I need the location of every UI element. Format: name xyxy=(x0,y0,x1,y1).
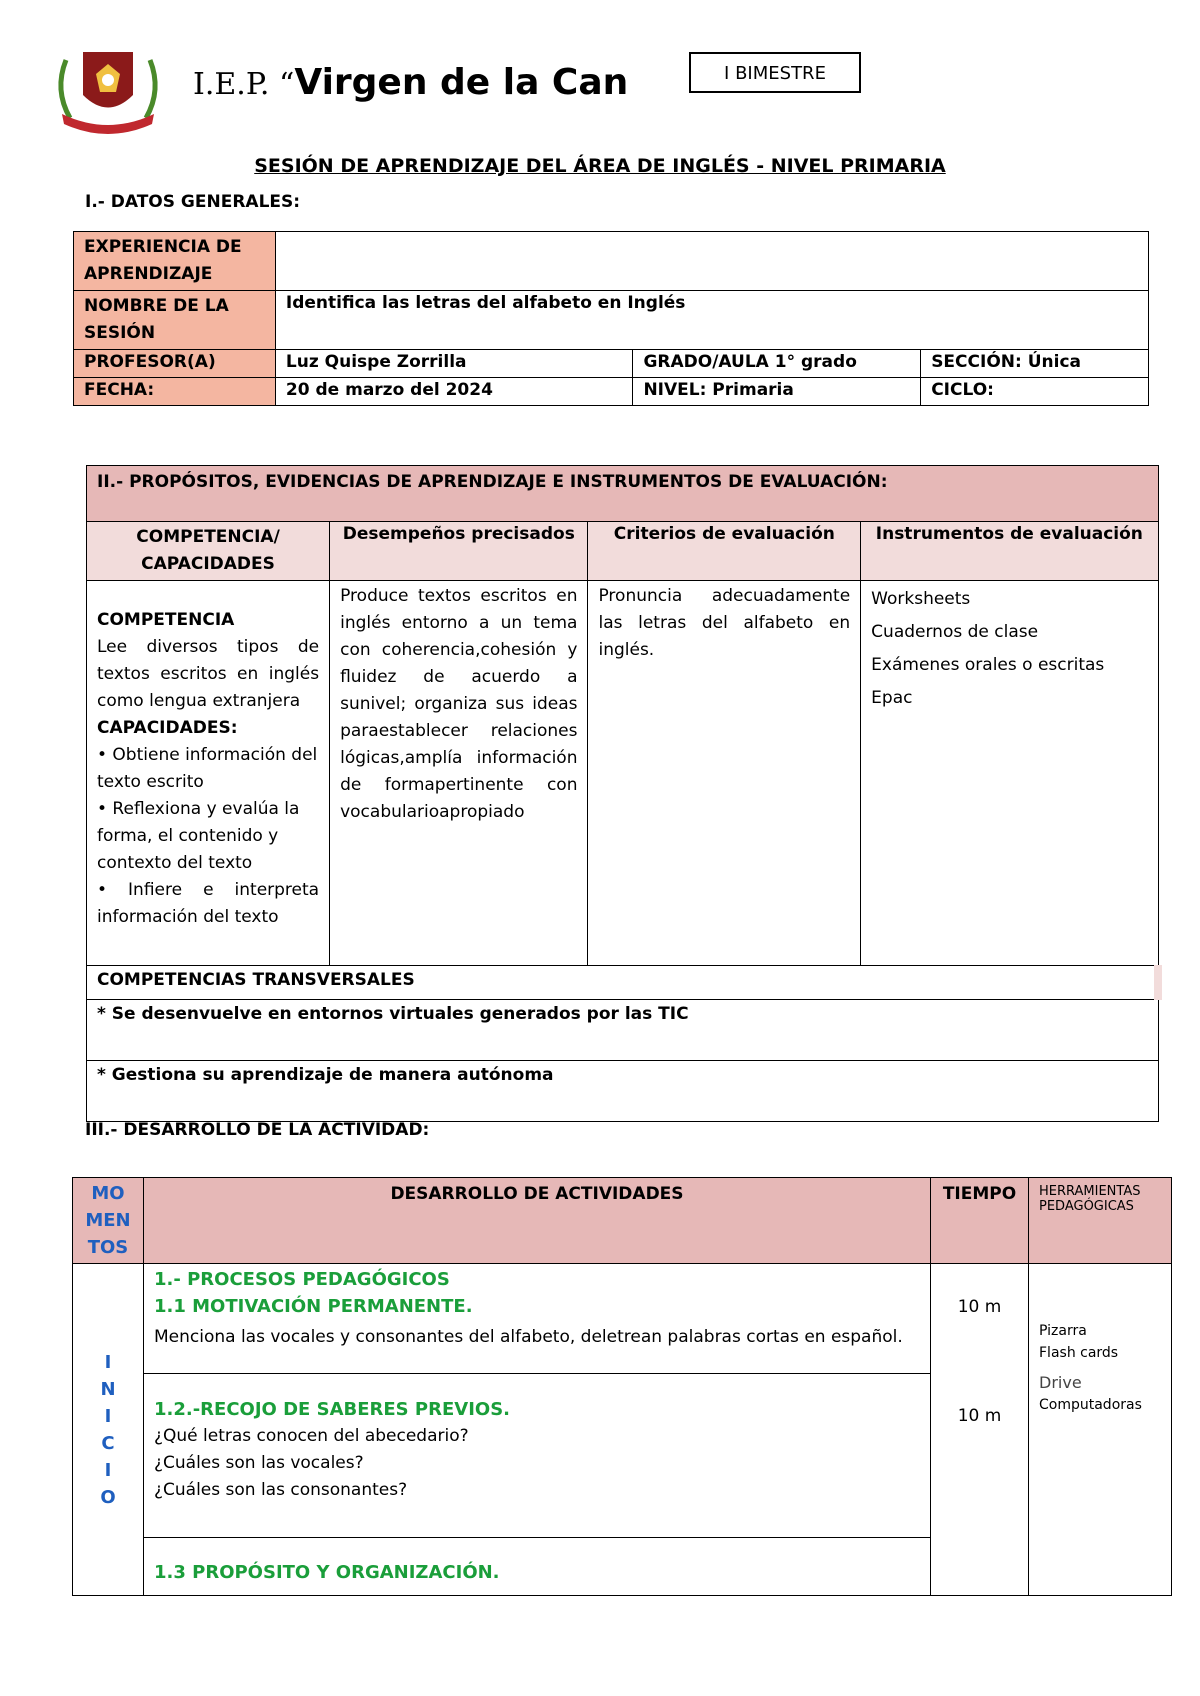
inicio-letter: C xyxy=(101,1432,115,1454)
capacidades-title: CAPACIDADES: xyxy=(97,718,238,738)
proposito-heading: 1.3 PROPÓSITO Y ORGANIZACIÓN. xyxy=(153,1562,500,1583)
school-name-text: Virgen de la Can xyxy=(294,62,629,103)
herramienta-item: Drive xyxy=(1039,1373,1082,1392)
capacidad-item: • Reflexiona y evalúa la forma, el contenido y contexto del texto xyxy=(97,799,300,873)
school-name xyxy=(193,62,628,103)
session-value: Identifica las letras del alfabeto en Inglés xyxy=(275,291,1148,350)
document-title: SESIÓN DE APRENDIZAJE DEL ÁREA DE INGLÉS - NIVEL PRIMARIA xyxy=(254,155,946,177)
grade-value: GRADO/AULA 1° grado xyxy=(633,350,921,378)
instrumento-item: Exámenes orales o escritas xyxy=(871,655,1105,675)
competencia-text: Lee diversos tipos de textos escritos en inglés como lengua extranjera xyxy=(97,637,320,711)
col-criterios: Criterios de evaluación xyxy=(588,522,861,581)
capacidad-item: • Obtiene información del texto escrito xyxy=(97,745,318,792)
inicio-cell xyxy=(73,1264,144,1596)
desempeno-cell: Produce textos escritos en inglés entorno a un tema con coherencia,cohesión y fluidez de acuerdo a sunivel; organiza sus ideas paraestablecer relaciones lógicas,amplía información de formapertinente con vocabularioapropiado xyxy=(330,581,588,966)
col-momentos xyxy=(73,1178,144,1264)
purposes-table xyxy=(86,465,1162,1122)
col-desempenos: Desempeños precisados xyxy=(330,522,588,581)
transversales-title: COMPETENCIAS TRANSVERSALES xyxy=(87,966,1159,1000)
herramientas-cell xyxy=(1029,1264,1172,1596)
inicio-letter: I xyxy=(104,1405,112,1427)
section-2-heading: II.- PROPÓSITOS, EVIDENCIAS DE APRENDIZAJE E INSTRUMENTOS DE EVALUACIÓN: xyxy=(87,466,1159,522)
motivacion-text: Menciona las vocales y consonantes del alfabeto, deletrean palabras cortas en español. xyxy=(153,1327,903,1347)
school-crest-logo xyxy=(48,40,168,140)
competencia-cell xyxy=(87,581,330,966)
col-competencia: COMPETENCIA/ CAPACIDADES xyxy=(87,522,330,581)
inicio-letter: O xyxy=(100,1486,116,1508)
capacidad-item: • Infiere e interpreta información del texto xyxy=(97,880,320,927)
col-tiempo: TIEMPO xyxy=(931,1178,1029,1264)
section-3-heading: III.- DESARROLLO DE LA ACTIVIDAD: xyxy=(85,1120,430,1140)
tiempo-2: 10 m xyxy=(957,1406,1002,1426)
date-value: 20 de marzo del 2024 xyxy=(275,378,633,406)
cycle-value: CICLO: xyxy=(921,378,1149,406)
tiempo-1: 10 m xyxy=(957,1297,1002,1317)
school-prefix: I.E.P. “ xyxy=(193,67,295,102)
momentos-line: MEN xyxy=(85,1210,131,1231)
session-label: NOMBRE DE LA SESIÓN xyxy=(74,291,276,350)
herramienta-item: Pizarra xyxy=(1039,1323,1087,1339)
competencia-title: COMPETENCIA xyxy=(97,610,235,630)
motivacion-cell xyxy=(143,1264,930,1374)
instrumento-item: Epac xyxy=(871,688,913,708)
pregunta-item: ¿Cuáles son las vocales? xyxy=(153,1453,364,1473)
experience-label: EXPERIENCIA DE APRENDIZAJE xyxy=(74,232,276,291)
instrumentos-cell xyxy=(861,581,1158,966)
pregunta-item: ¿Cuáles son las consonantes? xyxy=(153,1480,408,1500)
col-herramientas: HERRAMIENTAS PEDAGÓGICAS xyxy=(1029,1178,1172,1264)
motivacion-heading: 1.1 MOTIVACIÓN PERMANENTE. xyxy=(153,1296,473,1317)
date-label: FECHA: xyxy=(74,378,276,406)
section-1-heading: I.- DATOS GENERALES: xyxy=(85,192,301,212)
momentos-line: TOS xyxy=(87,1237,129,1258)
section-value: SECCIÓN: Única xyxy=(921,350,1149,378)
inicio-letter: N xyxy=(100,1378,116,1400)
teacher-label: PROFESOR(A) xyxy=(74,350,276,378)
procesos-heading: 1.- PROCESOS PEDAGÓGICOS xyxy=(153,1269,450,1290)
instrumento-item: Worksheets xyxy=(871,589,971,609)
level-value: NIVEL: Primaria xyxy=(633,378,921,406)
inicio-letter: I xyxy=(104,1351,112,1373)
criterio-cell: Pronuncia adecuadamente las letras del alfabeto en inglés. xyxy=(588,581,861,966)
herramienta-item: Computadoras xyxy=(1039,1397,1142,1413)
term-box: I BIMESTRE xyxy=(689,52,861,93)
teacher-value: Luz Quispe Zorrilla xyxy=(275,350,633,378)
proposito-cell xyxy=(143,1538,930,1596)
general-data-table xyxy=(73,231,1149,406)
col-desarrollo: DESARROLLO DE ACTIVIDADES xyxy=(143,1178,930,1264)
activity-table xyxy=(72,1177,1172,1596)
col-instrumentos: Instrumentos de evaluación xyxy=(861,522,1158,581)
herramienta-item: Flash cards xyxy=(1039,1345,1119,1361)
pregunta-item: ¿Qué letras conocen del abecedario? xyxy=(153,1426,469,1446)
transversal-1: * Se desenvuelve en entornos virtuales generados por las TIC xyxy=(87,1000,1159,1061)
experience-value xyxy=(275,232,1148,291)
instrumento-item: Cuadernos de clase xyxy=(871,622,1039,642)
momentos-line: MO xyxy=(91,1183,125,1204)
inicio-letter: I xyxy=(104,1459,112,1481)
saberes-cell xyxy=(143,1374,930,1538)
tiempo-cell xyxy=(931,1264,1029,1596)
transversal-2: * Gestiona su aprendizaje de manera autónoma xyxy=(87,1061,1159,1122)
saberes-heading: 1.2.-RECOJO DE SABERES PREVIOS. xyxy=(153,1399,510,1420)
